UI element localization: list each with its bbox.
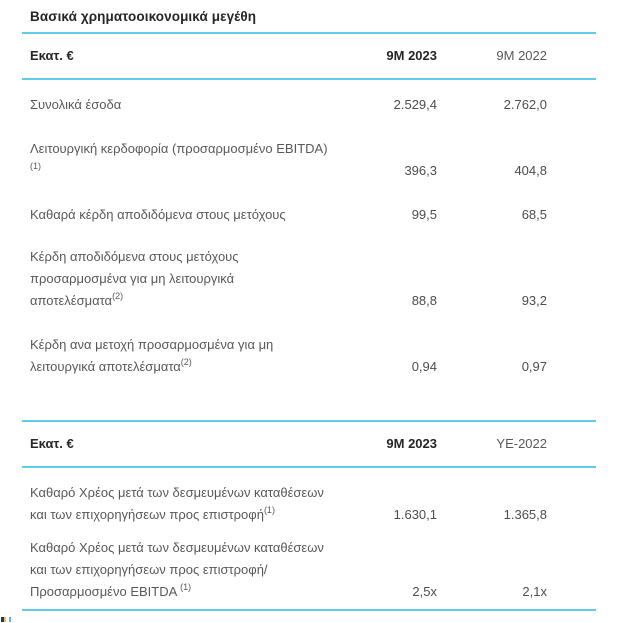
table2-col1-header: 9M 2023 <box>386 436 437 451</box>
table-row <box>22 468 596 526</box>
row-label: Κέρδη ανα μετοχή προσαρμοσμένα για μη λειτουργικά αποτελέσματα$^{(2)}$ <box>30 337 274 374</box>
row-value-9m2023: 1.630,1 <box>393 507 437 522</box>
row-label: Συνολικά έσοδα <box>30 97 122 112</box>
row-value-9m2022: 0,97 <box>521 359 547 374</box>
footnote-marker: (2) <box>180 357 192 367</box>
table1-col2-header: 9M 2022 <box>496 48 547 63</box>
row-label: Κέρδη αποδιδόμενα στους μετόχους προσαρμοσμένα για μη λειτουργικά αποτελέσματα$^{(2)}$ <box>30 249 239 308</box>
financial-table-period <box>22 34 596 78</box>
row-value-9m2023: 2.529,4 <box>393 97 437 112</box>
footnote-marker: (1) <box>30 161 41 171</box>
row-value-ye2022: 2,1x <box>522 584 547 599</box>
row-value-9m2023: 2,5x <box>412 584 437 599</box>
financial-table-period-body <box>22 80 596 392</box>
table-row <box>22 324 596 392</box>
table-row <box>22 80 596 128</box>
table1-header-row <box>22 34 596 78</box>
footnote-marker: (2) <box>112 291 124 301</box>
row-value-9m2022: 2.762,0 <box>503 97 547 112</box>
row-value-9m2023: 88,8 <box>411 293 437 308</box>
financial-table-debt <box>22 422 596 466</box>
footnote-marker: (1) <box>263 505 275 515</box>
footnote-marker: (1) <box>180 582 192 592</box>
row-label: Λειτουργική κερδοφορία (προσαρμοσμένο EBITDA) $^{(1)}$ <box>30 141 328 171</box>
table-row <box>22 194 596 238</box>
row-value-9m2022: 68,5 <box>521 207 547 222</box>
row-label: Καθαρό Χρέος μετά των δεσμευμένων καταθέσεων και των επιχορηγήσεων προς επιστροφή/ Προσαρμοσμένο EBITDA $^{(1)}$ <box>30 540 324 599</box>
table-row <box>22 128 596 194</box>
row-value-9m2023: 396,3 <box>404 163 437 178</box>
row-value-ye2022: 1.365,8 <box>503 507 547 522</box>
row-value-9m2023: 0,94 <box>411 359 437 374</box>
row-label: Καθαρά κέρδη αποδιδόμενα στους μετόχους <box>30 207 286 222</box>
table2-col2-header: YE-2022 <box>496 436 547 451</box>
row-value-9m2023: 99,5 <box>411 207 437 222</box>
financial-table-debt-body <box>22 468 596 609</box>
table2-bottom-divider <box>22 609 596 611</box>
row-value-9m2022: 404,8 <box>514 163 547 178</box>
table2-unit-header: Εκατ. € <box>30 436 74 451</box>
artifact-segment <box>9 617 12 622</box>
table2-header-row <box>22 422 596 466</box>
table1-col1-header: 9M 2023 <box>386 48 437 63</box>
clipped-corner-artifact <box>1 617 11 622</box>
row-label: Καθαρό Χρέος μετά των δεσμευμένων καταθέσεων και των επιχορηγήσεων προς επιστροφή$^{(1)}$ <box>30 485 324 522</box>
page-title: Βασικά χρηματοοικονομικά μεγέθη <box>30 9 257 24</box>
table1-unit-header: Εκατ. € <box>30 48 74 63</box>
table-row <box>22 526 596 609</box>
row-value-9m2022: 93,2 <box>521 293 547 308</box>
table-row <box>22 238 596 324</box>
